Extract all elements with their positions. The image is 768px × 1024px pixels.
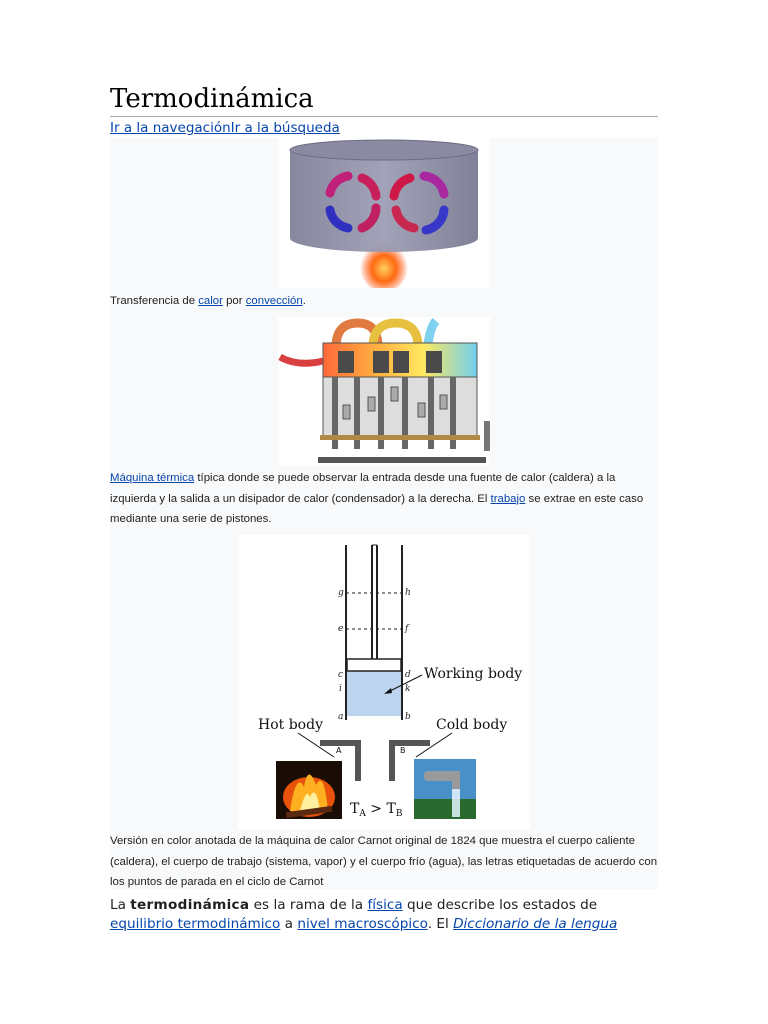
fisica-link[interactable]: física xyxy=(367,897,403,913)
point-b-label: b xyxy=(405,712,411,722)
convection-image xyxy=(278,138,490,288)
intro-text: es la rama de la xyxy=(249,897,368,913)
figures-panel xyxy=(110,138,658,889)
maquina-termica-link[interactable]: Máquina térmica xyxy=(110,472,195,484)
heat-engine-image xyxy=(278,317,490,466)
reservoir-a-label: A xyxy=(336,746,342,755)
jump-links xyxy=(110,120,340,136)
point-k-label: k xyxy=(405,684,411,694)
conveccion-link[interactable]: convección xyxy=(245,295,303,307)
page-title: Termodinámica xyxy=(110,82,658,117)
intro-text: a xyxy=(280,915,298,932)
carnot-engine-image xyxy=(238,535,530,829)
working-body-label: Working body xyxy=(424,666,523,682)
figure-caption-1 xyxy=(110,291,658,312)
hot-body-label: Hot body xyxy=(258,717,323,733)
point-h-label: h xyxy=(405,588,411,598)
point-a-label: a xyxy=(338,712,344,722)
caption-text: se extrae en este caso mediante una serie de pistones. xyxy=(110,492,644,525)
cold-body-label: Cold body xyxy=(436,717,508,733)
carnot-diagram xyxy=(238,535,530,829)
point-g-label: g xyxy=(338,588,344,598)
jump-to-navigation-link[interactable]: Ir a la navegación xyxy=(110,120,231,136)
term-bold: termodinámica xyxy=(130,897,250,913)
trabajo-link[interactable]: trabajo xyxy=(490,492,526,505)
fire-icon xyxy=(276,761,342,819)
point-c-label: c xyxy=(338,670,344,680)
intro-paragraph xyxy=(110,896,658,933)
caption-text: . xyxy=(302,295,306,307)
caption-text: por xyxy=(222,295,246,307)
temperature-relation: $T_A > T_B$ xyxy=(350,801,403,819)
intro-text: que describe los estados de xyxy=(402,897,598,913)
figure-caption-2 xyxy=(110,468,658,530)
nivel-macroscopico-link[interactable]: nivel macroscópico xyxy=(297,915,428,932)
point-f-label: f xyxy=(405,624,409,634)
convection-illustration xyxy=(278,138,490,288)
equilibrio-termodinamico-link[interactable]: equilibrio termodinámico xyxy=(110,915,281,932)
intro-text: La xyxy=(110,897,131,913)
diccionario-link[interactable]: Diccionario de la lengua xyxy=(453,915,618,932)
figure-caption-3: Versión en color anotada de la máquina de calor Carnot original de 1824 que muestra el cuerpo caliente (caldera), el cuerpo de trabajo (sistema, vapor) y el cuerpo frío (agua), las letras etiquetadas de acuerdo con los puntos de parada en el ciclo de Carnot xyxy=(110,835,658,888)
caption-text: Transferencia de xyxy=(110,295,199,307)
intro-text: . El xyxy=(427,915,454,932)
point-d-label: d xyxy=(405,670,411,680)
caption-text: típica donde se puede observar la entrada desde una fuente de calor (caldera) a la izquierda y la salida a un disipador de calor (condensador) a la derecha. El xyxy=(110,472,616,505)
reservoir-b-label: B xyxy=(400,746,406,755)
water-tap-icon xyxy=(414,759,476,819)
point-i-label: i xyxy=(339,684,342,694)
jump-to-search-link[interactable]: Ir a la búsqueda xyxy=(230,120,340,136)
calor-link[interactable]: calor xyxy=(198,295,223,307)
heat-engine-illustration xyxy=(278,317,490,466)
point-e-label: e xyxy=(338,624,344,634)
